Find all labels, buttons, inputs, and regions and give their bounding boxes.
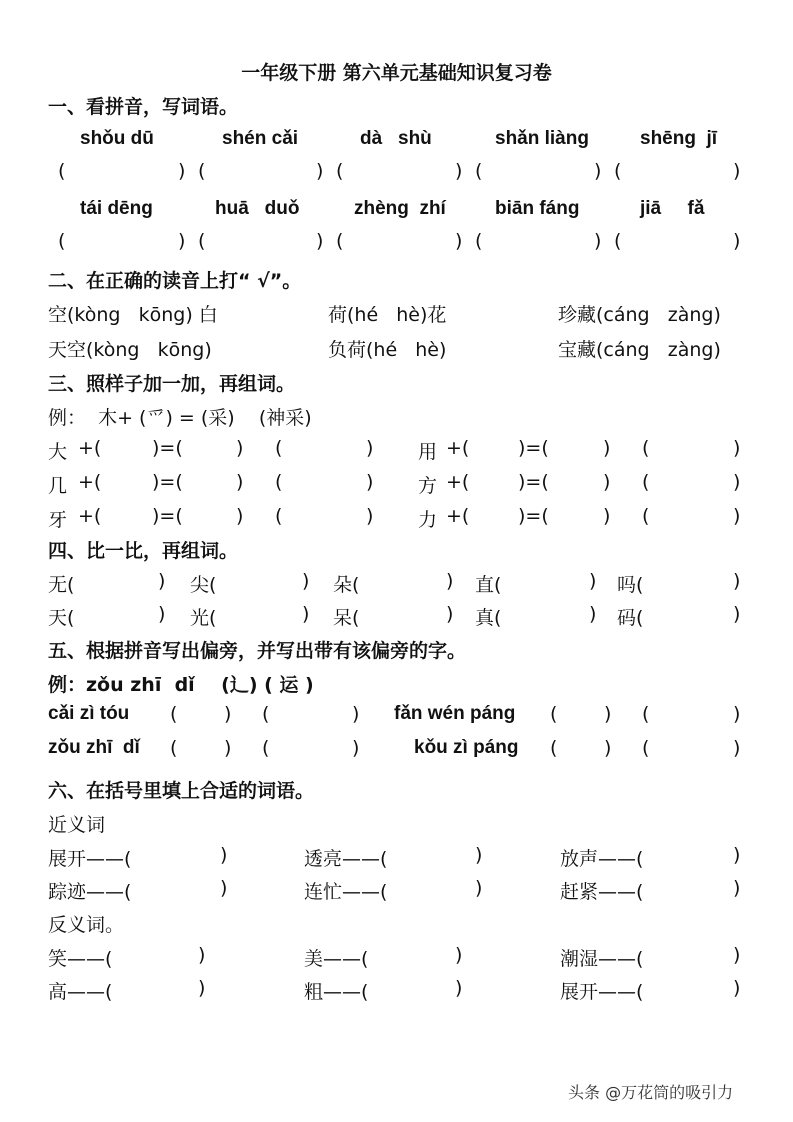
open-paren: (	[262, 703, 270, 725]
compare-char: 呆(	[333, 607, 360, 629]
close-paren: )	[158, 603, 166, 625]
section-3-heading: 三、照样子加一加，再组词。	[48, 373, 296, 395]
open-paren: (	[642, 703, 650, 725]
synonym-item: 透亮——(	[304, 848, 388, 870]
reading-item[interactable]: 宝藏(cáng zàng)	[558, 339, 721, 361]
close-paren: )	[603, 437, 611, 459]
close-paren: )	[594, 230, 602, 252]
char: 几	[48, 475, 68, 497]
section-4-heading: 四、比一比，再组词。	[48, 540, 239, 562]
close-paren: )	[733, 737, 741, 759]
close-paren: )	[224, 737, 232, 759]
equals: )=(	[518, 437, 549, 459]
close-paren: )	[733, 844, 741, 866]
equals: )=(	[152, 505, 183, 527]
open-paren: (	[198, 230, 206, 252]
watermark: 头条 @万花筒的吸引力	[568, 1083, 734, 1102]
close-paren: )	[236, 437, 244, 459]
close-paren: )	[220, 877, 228, 899]
open-paren: (	[614, 160, 622, 182]
char: 方	[418, 475, 438, 497]
reading-item[interactable]: 天空(kòng kōng)	[48, 339, 212, 361]
close-paren: )	[220, 844, 228, 866]
synonym-item: 踪迹——(	[48, 881, 132, 903]
pinyin: dà shù	[360, 128, 432, 149]
synonym-item: 连忙——(	[304, 881, 388, 903]
open-paren: (	[642, 471, 650, 493]
reading-item[interactable]: 荷(hé hè)花	[328, 304, 447, 326]
open-paren: (	[262, 737, 270, 759]
open-paren: (	[614, 230, 622, 252]
open-paren: (	[336, 160, 344, 182]
plus: +(	[78, 437, 102, 459]
open-paren: (	[275, 505, 283, 527]
open-paren: (	[58, 160, 66, 182]
compare-char: 直(	[475, 574, 502, 596]
open-paren: (	[336, 230, 344, 252]
close-paren: )	[302, 603, 310, 625]
section-2-heading: 二、在正确的读音上打“ √”。	[48, 270, 302, 292]
pinyin: biān fáng	[495, 198, 580, 219]
char: 力	[418, 509, 438, 531]
synonyms-label: 近义词	[48, 814, 106, 836]
close-paren: )	[733, 603, 741, 625]
close-paren: )	[455, 977, 463, 999]
antonym-item: 展开——(	[560, 981, 644, 1003]
pinyin: shǎn liàng	[495, 128, 589, 149]
char: 大	[48, 441, 68, 463]
compare-char: 真(	[475, 607, 502, 629]
section-6-heading: 六、在括号里填上合适的词语。	[48, 780, 315, 802]
close-paren: )	[589, 570, 597, 592]
equals: )=(	[152, 471, 183, 493]
close-paren: )	[366, 471, 374, 493]
equals: )=(	[152, 437, 183, 459]
open-paren: (	[170, 737, 178, 759]
close-paren: )	[733, 944, 741, 966]
close-paren: )	[178, 160, 186, 182]
antonym-item: 粗——(	[304, 981, 369, 1003]
close-paren: )	[224, 703, 232, 725]
close-paren: )	[475, 877, 483, 899]
char: 用	[418, 441, 438, 463]
close-paren: )	[236, 505, 244, 527]
char: 牙	[48, 509, 68, 531]
open-paren: (	[275, 437, 283, 459]
close-paren: )	[475, 844, 483, 866]
plus: +(	[446, 505, 470, 527]
pinyin: shén cǎi	[222, 128, 299, 149]
close-paren: )	[733, 703, 741, 725]
close-paren: )	[178, 230, 186, 252]
pinyin: tái dēng	[80, 198, 153, 219]
antonym-item: 潮湿——(	[560, 948, 644, 970]
close-paren: )	[302, 570, 310, 592]
close-paren: )	[316, 230, 324, 252]
close-paren: )	[589, 603, 597, 625]
open-paren: (	[642, 437, 650, 459]
open-paren: (	[475, 230, 483, 252]
example: 例： 木+ (爫) = (采) (神采)	[48, 407, 312, 429]
close-paren: )	[733, 505, 741, 527]
open-paren: (	[550, 703, 558, 725]
synonym-item: 展开——(	[48, 848, 132, 870]
pinyin: kǒu zì páng	[414, 737, 519, 758]
close-paren: )	[733, 230, 741, 252]
close-paren: )	[198, 944, 206, 966]
close-paren: )	[455, 944, 463, 966]
close-paren: )	[733, 877, 741, 899]
reading-item[interactable]: 空(kòng kōng) 白	[48, 304, 218, 326]
antonym-item: 美——(	[304, 948, 369, 970]
compare-char: 吗(	[617, 574, 644, 596]
pinyin: zǒu zhī dǐ	[48, 737, 140, 758]
antonyms-label: 反义词。	[48, 914, 125, 936]
compare-char: 码(	[617, 607, 644, 629]
close-paren: )	[158, 570, 166, 592]
close-paren: )	[594, 160, 602, 182]
close-paren: )	[733, 160, 741, 182]
pinyin: shēng jī	[640, 128, 718, 149]
open-paren: (	[58, 230, 66, 252]
close-paren: )	[446, 603, 454, 625]
close-paren: )	[733, 437, 741, 459]
close-paren: )	[455, 230, 463, 252]
open-paren: (	[642, 505, 650, 527]
close-paren: )	[316, 160, 324, 182]
pinyin: fǎn wén páng	[394, 703, 516, 724]
close-paren: )	[604, 703, 612, 725]
close-paren: )	[352, 737, 360, 759]
close-paren: )	[455, 160, 463, 182]
compare-char: 天(	[48, 607, 75, 629]
close-paren: )	[446, 570, 454, 592]
pinyin: huā duǒ	[215, 198, 300, 219]
pinyin: jiā fǎ	[640, 198, 705, 219]
antonym-item: 高——(	[48, 981, 113, 1003]
section-1-heading: 一、看拼音，写词语。	[48, 96, 239, 118]
plus: +(	[78, 471, 102, 493]
close-paren: )	[733, 977, 741, 999]
reading-item[interactable]: 负荷(hé hè)	[328, 339, 447, 361]
synonym-item: 赶紧——(	[560, 881, 644, 903]
equals: )=(	[518, 471, 549, 493]
section-5-heading: 五、根据拼音写出偏旁，并写出带有该偏旁的字。	[48, 640, 467, 662]
equals: )=(	[518, 505, 549, 527]
pinyin: zhèng zhí	[354, 198, 446, 219]
close-paren: )	[604, 737, 612, 759]
antonym-item: 笑——(	[48, 948, 113, 970]
close-paren: )	[603, 471, 611, 493]
open-paren: (	[198, 160, 206, 182]
pinyin: cǎi zì tóu	[48, 703, 130, 724]
plus: +(	[446, 471, 470, 493]
open-paren: (	[550, 737, 558, 759]
pinyin: shǒu dū	[80, 128, 154, 149]
close-paren: )	[733, 471, 741, 493]
open-paren: (	[275, 471, 283, 493]
page-title: 一年级下册 第六单元基础知识复习卷	[241, 62, 552, 84]
plus: +(	[446, 437, 470, 459]
close-paren: )	[733, 570, 741, 592]
reading-item[interactable]: 珍藏(cáng zàng)	[558, 304, 721, 326]
compare-char: 尖(	[190, 574, 217, 596]
compare-char: 朵(	[333, 574, 360, 596]
open-paren: (	[642, 737, 650, 759]
close-paren: )	[352, 703, 360, 725]
close-paren: )	[236, 471, 244, 493]
close-paren: )	[366, 437, 374, 459]
open-paren: (	[475, 160, 483, 182]
synonym-item: 放声——(	[560, 848, 644, 870]
compare-char: 无(	[48, 574, 75, 596]
open-paren: (	[170, 703, 178, 725]
close-paren: )	[366, 505, 374, 527]
close-paren: )	[603, 505, 611, 527]
close-paren: )	[198, 977, 206, 999]
plus: +(	[78, 505, 102, 527]
compare-char: 光(	[190, 607, 217, 629]
example: 例：zǒu zhī dǐ (辶) ( 运 )	[48, 674, 314, 696]
